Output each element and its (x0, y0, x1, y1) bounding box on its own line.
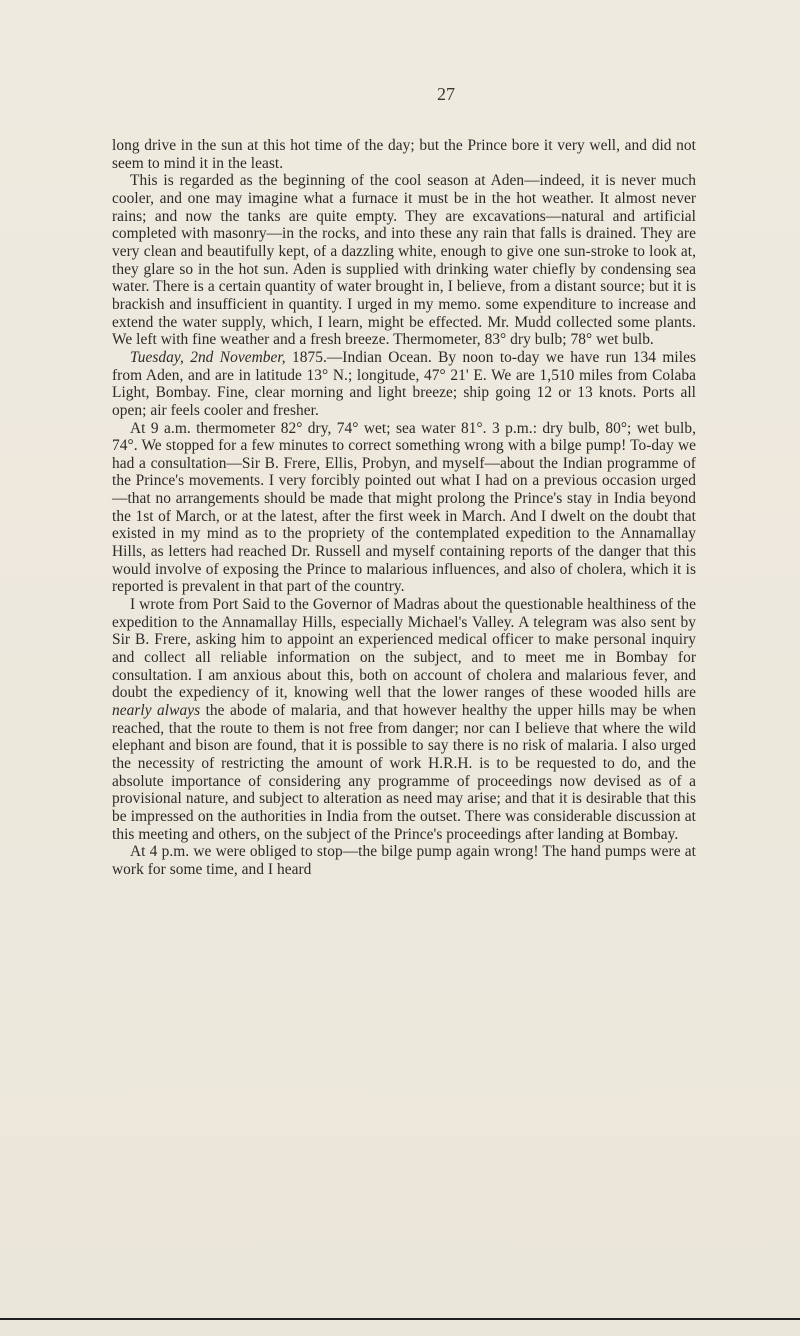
paragraph-text: 1875.—Indian Ocean. By noon to-day we have run 134 miles from Aden, and are in latitude 13° N.; longitude, 47° 21' E. We are 1,510 miles from Colaba Light, Bombay. Fine, clear morning and light breeze; ship going 12 or 13 knots. Ports all open; air feels cooler and fresher. (112, 348, 696, 419)
italic-text: nearly always (112, 702, 201, 719)
bottom-rule (0, 1318, 800, 1320)
paragraph-text: At 4 p.m. we were obliged to stop—the bilge pump again wrong! The hand pumps were at work for some time, and I heard (112, 843, 696, 878)
italic-text: Tuesday, 2nd November, (130, 348, 286, 366)
paragraph (112, 420, 696, 597)
paragraph (112, 843, 696, 878)
page-number: 27 (437, 84, 455, 104)
paragraph-text: the abode of malaria, and that however healthy the upper hills may be when reached, that the route to them is not free from danger; nor can I believe that where the wild elephant and bison are found, that it is possible to say there is no risk of malaria. I also urged the necessity of restricting the amount of work H.R.H. is to be requested to do, and the absolute importance of considering any programme of proceedings now devised as of a provisional nature, and subject to alteration as need may arise; and that it is desirable that this be impressed on the authorities in India from the outset. There was considerable discussion at this meeting and others, on the subject of the Prince's proceedings after landing at Bombay. (112, 702, 696, 843)
paragraph (112, 172, 696, 349)
paragraph-text: long drive in the sun at this hot time of the day; but the Prince bore it very well, and did not seem to mind it in the least. (112, 137, 696, 172)
paragraph (112, 349, 696, 420)
paragraph (112, 596, 696, 843)
paragraph (112, 137, 696, 172)
body-text (112, 137, 696, 879)
paragraph-text: This is regarded as the beginning of the cool season at Aden—indeed, it is never much cooler, and one may imagine what a furnace it must be in the hot weather. It almost never rains; and now the tanks are quite empty. They are excavations—natural and artificial completed with masonry—in the rocks, and into these any rain that falls is drained. They are very clean and beautifully kept, of a dazzling white, enough to give one sun-stroke to look at, they glare so in the hot sun. Aden is supplied with drinking water chiefly by condensing sea water. There is a certain quantity of water brought in, I believe, from a distant source; but it is brackish and insufficient in quantity. I urged in my memo. some expenditure to increase and extend the water supply, which, I learn, might be effected. Mr. Mudd collected some plants. We left with fine weather and a fresh breeze. Thermometer, 83° dry bulb; 78° wet bulb. (112, 172, 696, 349)
paragraph-text: I wrote from Port Said to the Governor of Madras about the questionable healthiness of the expedition to the Annamallay Hills, especially Michael's Valley. A telegram was also sent by Sir B. Frere, asking him to appoint an experienced medical officer to make personal inquiry and collect all reliable information on the subject, and to meet me in Bombay for consultation. I am anxious about this, both on account of cholera and malarious fever, and doubt the expediency of it, knowing well that the lower ranges of these wooded hills are (112, 596, 696, 702)
paragraph-text: At 9 a.m. thermometer 82° dry, 74° wet; sea water 81°. 3 p.m.: dry bulb, 80°; wet bulb, 74°. We stopped for a few minutes to correct something wrong with a bilge pump! To-day we had a consultation—Sir B. Frere, Ellis, Probyn, and myself—about the Indian programme of the Prince's movements. I very forcibly pointed out what I had on a previous occasion urged—that no arrangements should be made that might prolong the Prince's stay in India beyond the 1st of March, or at the latest, after the first week in March. And I dwelt on the doubt that existed in my mind as to the propriety of the contemplated expedition to the Annamallay Hills, as letters had reached Dr. Russell and myself containing reports of the danger that this would involve of exposing the Prince to malarious influences, and also of cholera, which it is reported is prevalent in that part of the country. (112, 419, 696, 596)
